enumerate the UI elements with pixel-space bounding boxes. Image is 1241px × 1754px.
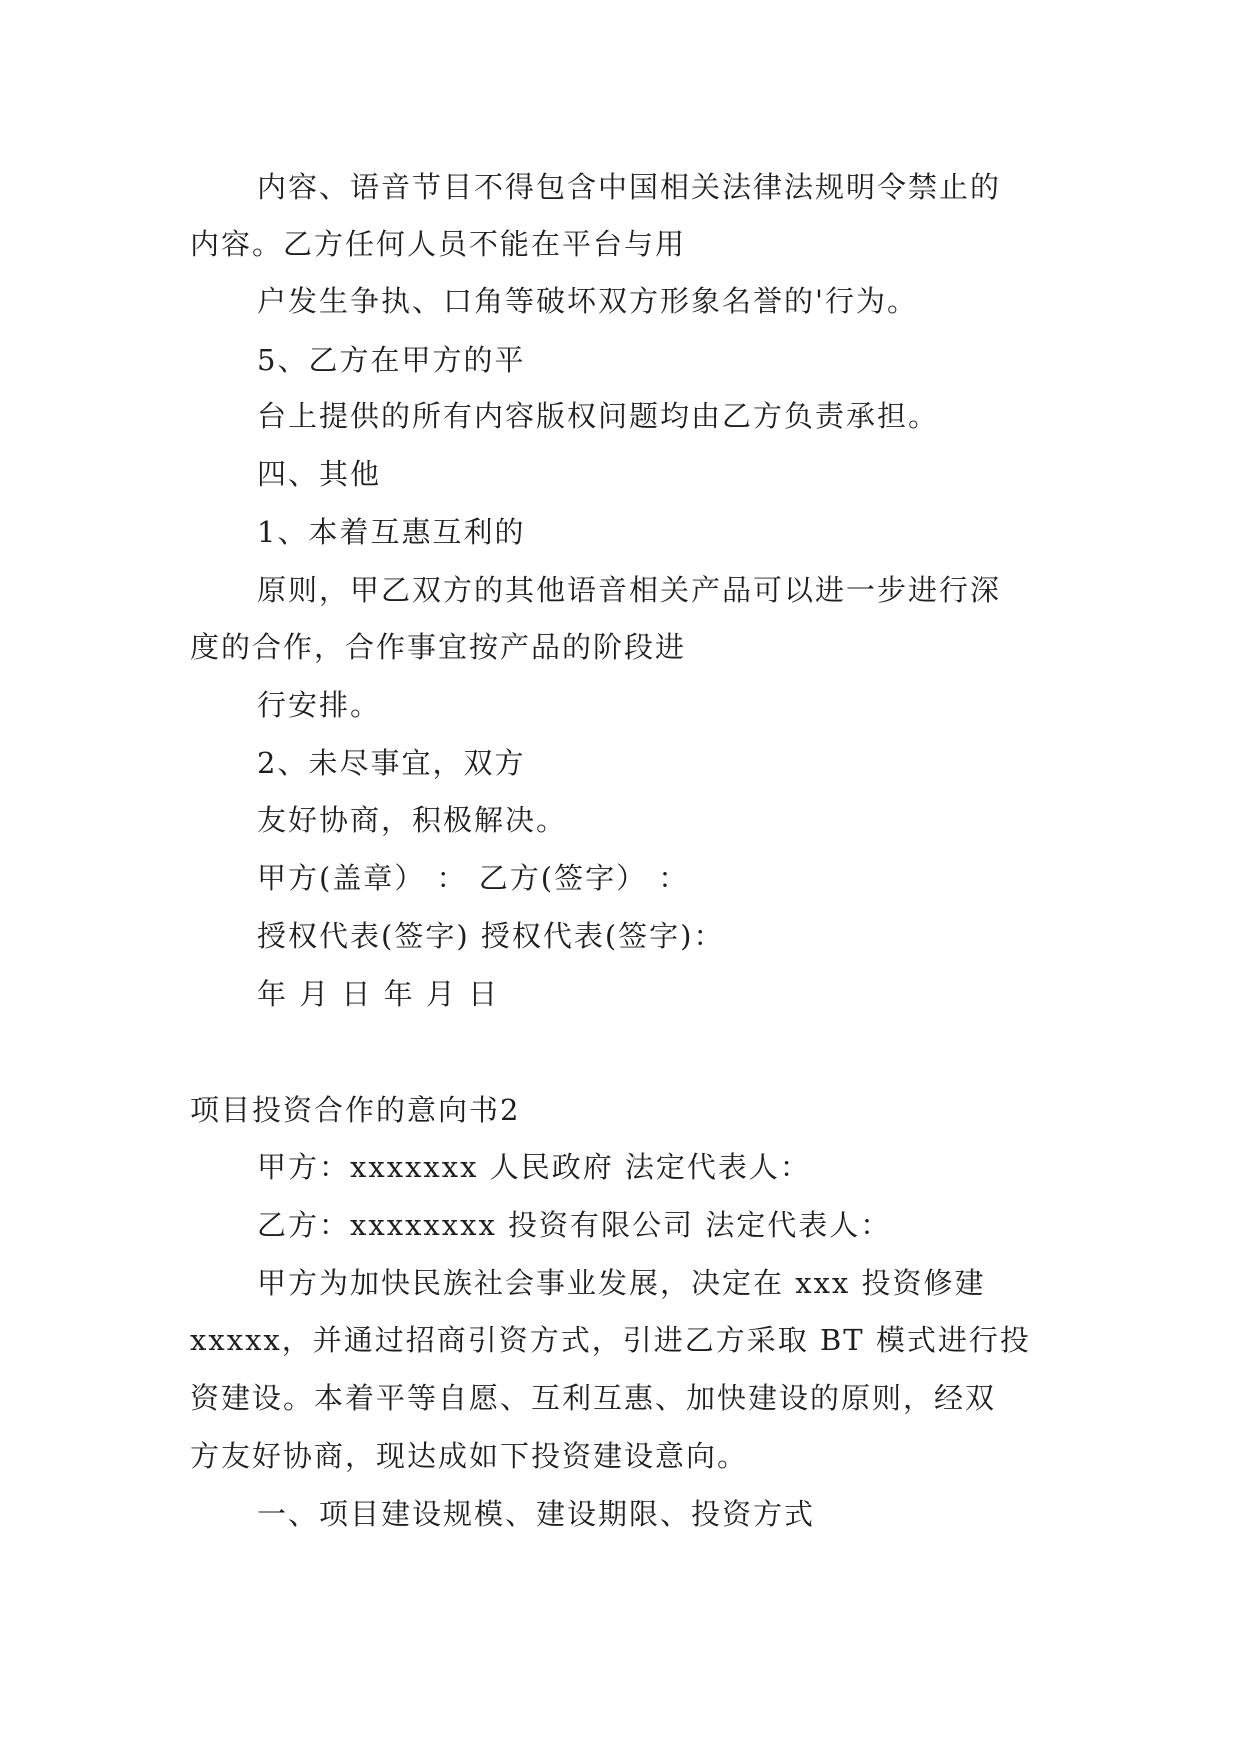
body-line: 度的合作，合作事宜按产品的阶段进 [190,630,687,664]
date-line: 年 月 日 年 月 日 [257,977,500,1011]
body-line: 台上提供的所有内容版权问题均由乙方负责承担。 [257,399,940,433]
body-line: 户发生争执、口角等破坏双方形象名誉的'行为。 [257,284,918,318]
signature-line: 甲方(盖章） ： 乙方(签字） ： [257,861,690,895]
party-b-line: 乙方：xxxxxxxx 投资有限公司 法定代表人： [257,1208,892,1242]
body-line: 2、未尽事宜，双方 [257,746,526,780]
body-line: 1、本着互惠互利的 [257,515,526,549]
signature-line: 授权代表(签字) 授权代表(签字)： [257,919,725,953]
body-line: 友好协商，积极解决。 [257,803,568,837]
body-line: 内容、语音节目不得包含中国相关法律法规明令禁止的 [257,170,1002,204]
body-line: 方友好协商，现达成如下投资建设意向。 [190,1439,749,1473]
section-heading: 一、项目建设规模、建设期限、投资方式 [257,1497,816,1531]
body-line: 甲方为加快民族社会事业发展，决定在 xxx 投资修建 [257,1266,986,1300]
body-line: 原则，甲乙双方的其他语音相关产品可以进一步进行深 [257,573,1002,607]
document-title: 项目投资合作的意向书2 [190,1093,521,1127]
section-heading: 四、其他 [257,457,382,491]
body-line: xxxxx，并通过招商引资方式，引进乙方采取 BT 模式进行投 [190,1323,1031,1357]
body-line: 行安排。 [257,688,382,722]
body-line: 5、乙方在甲方的平 [257,343,526,377]
body-line: 内容。乙方任何人员不能在平台与用 [190,227,687,261]
party-a-line: 甲方：xxxxxxx 人民政府 法定代表人： [257,1150,811,1184]
body-line: 资建设。本着平等自愿、互利互惠、加快建设的原则，经双 [190,1381,997,1415]
